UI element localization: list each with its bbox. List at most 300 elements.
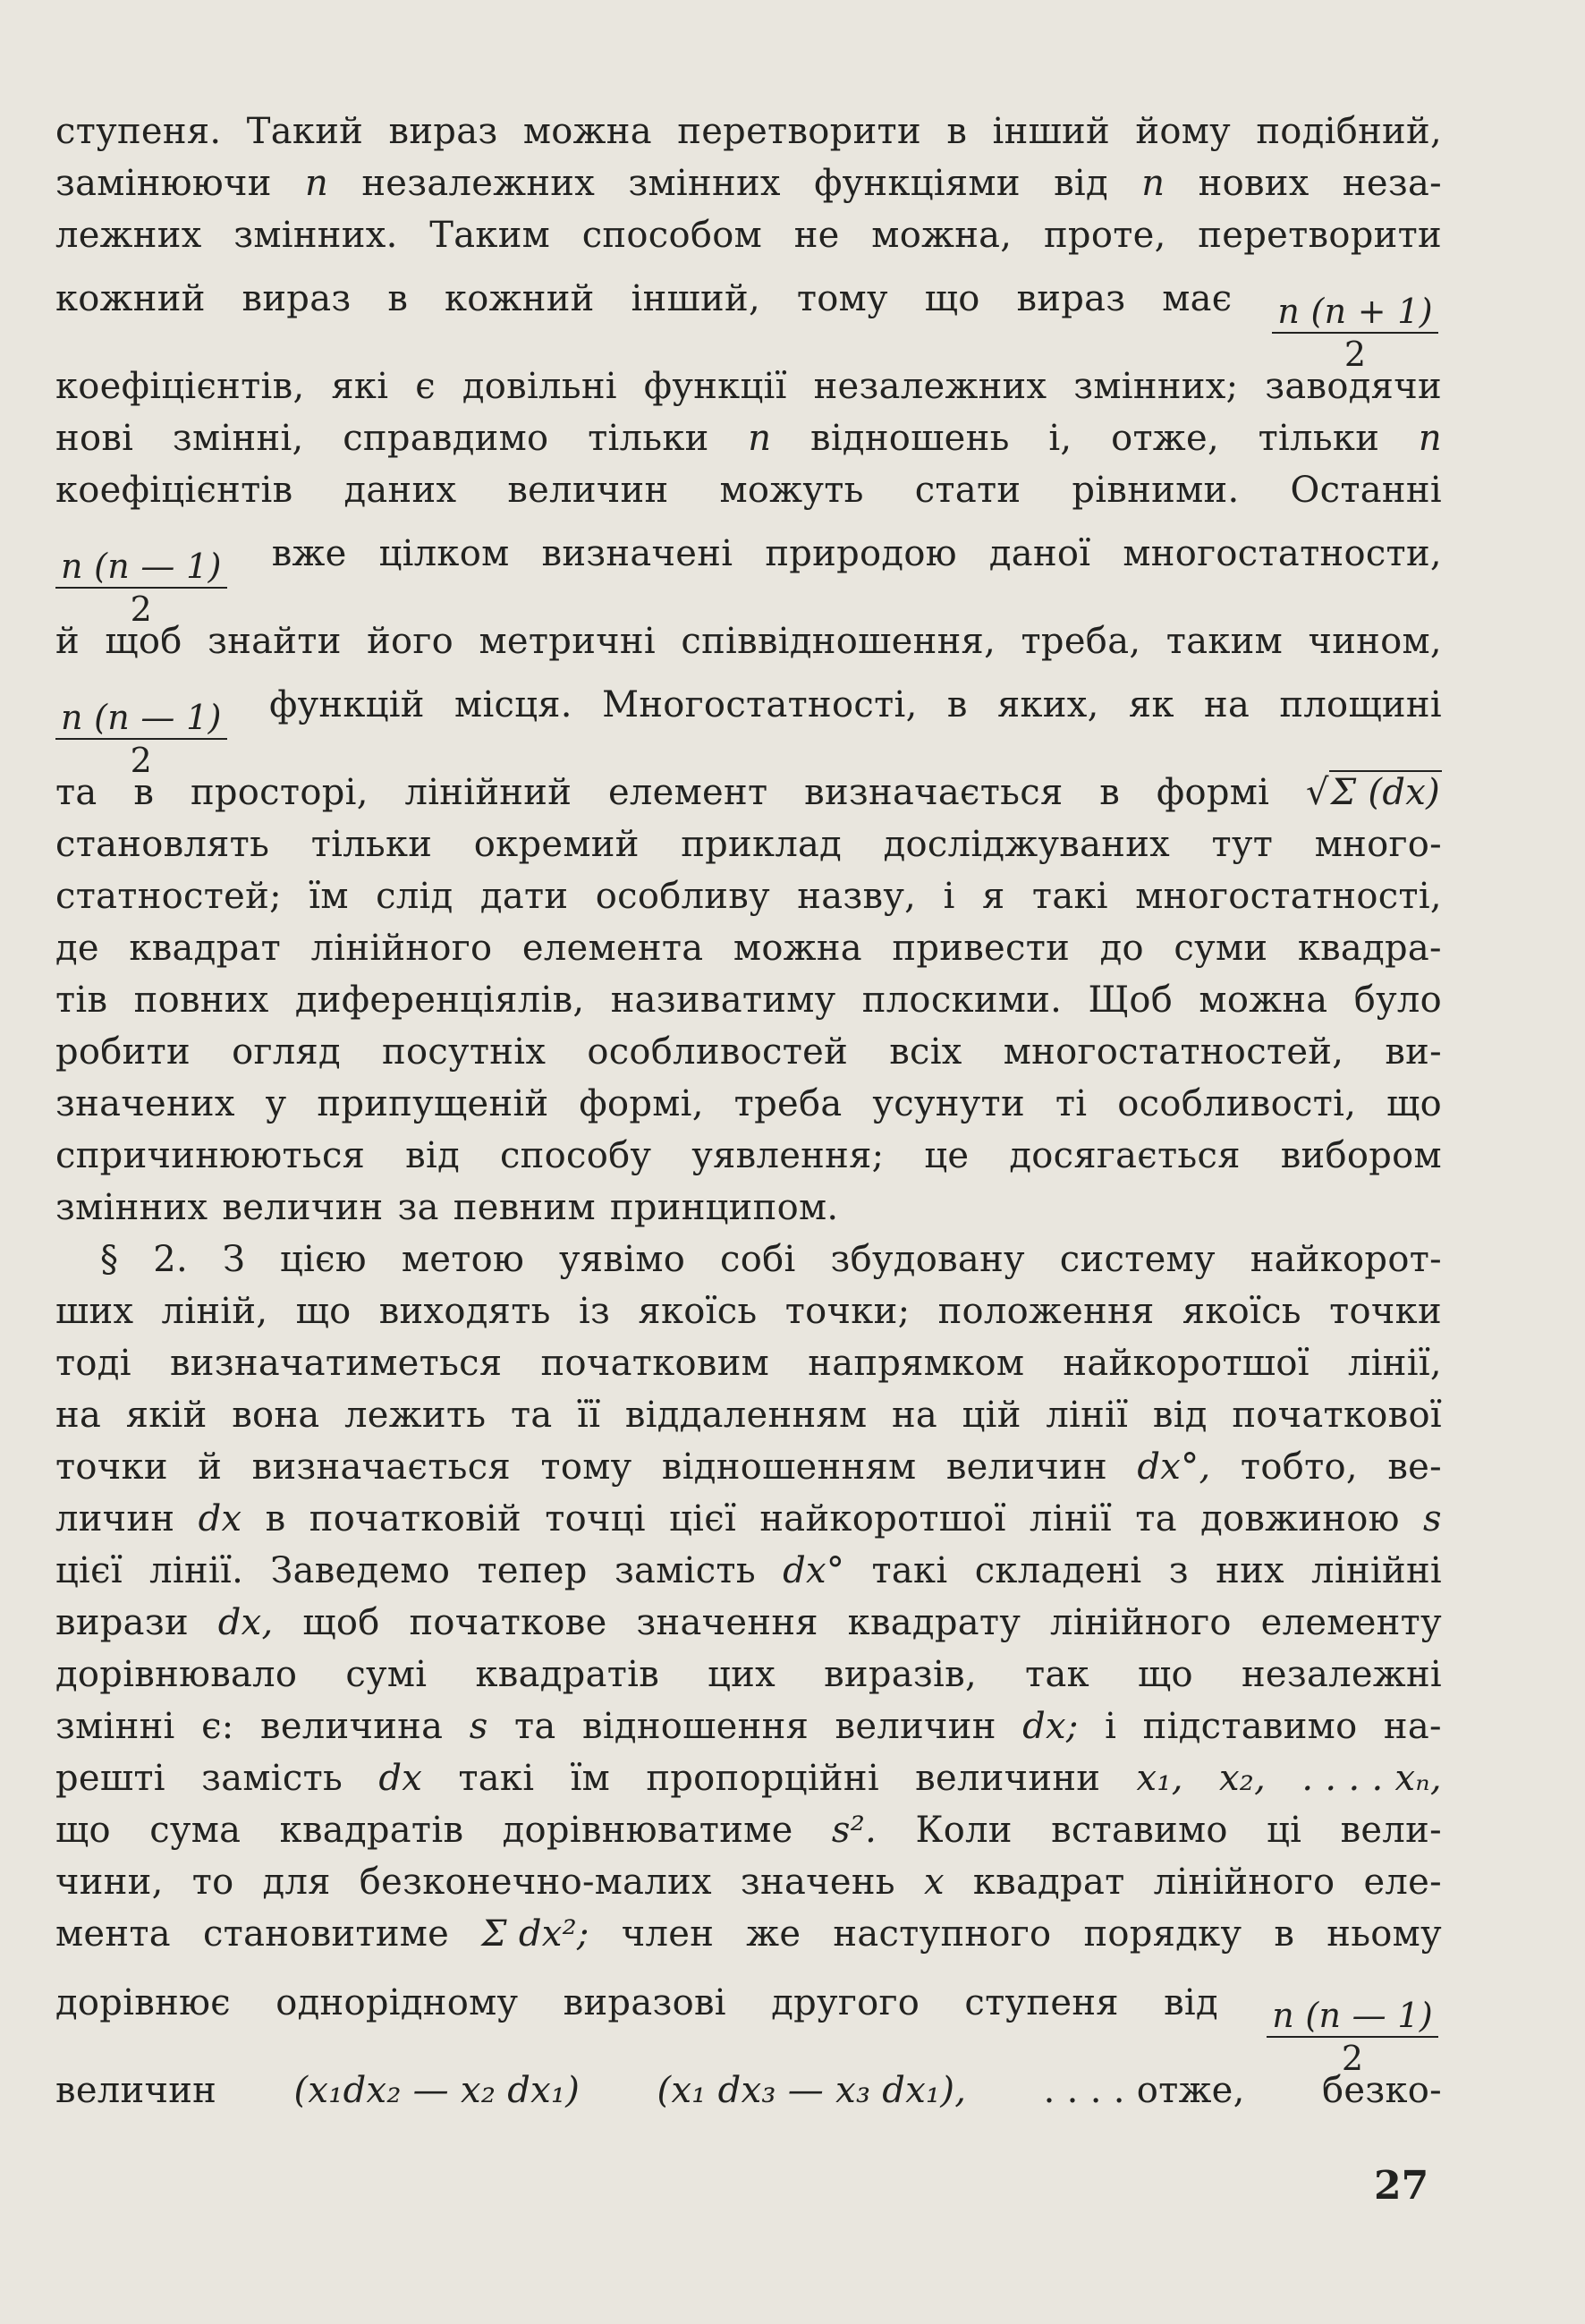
word: привести [892, 928, 1071, 969]
word: ших [55, 1291, 134, 1332]
word: вираз [242, 278, 352, 319]
word: тільки [588, 418, 709, 459]
word: якій [125, 1395, 208, 1436]
word: становлять [55, 824, 270, 865]
text-line [55, 1493, 1442, 1545]
fraction [55, 547, 227, 628]
word: подібний, [1256, 111, 1442, 152]
word: і [1105, 1706, 1117, 1747]
word: диференціялів, [294, 980, 585, 1021]
word: систему [1059, 1239, 1216, 1280]
word: тут [1211, 824, 1274, 865]
word: було [1353, 980, 1442, 1021]
word: величини [915, 1758, 1101, 1799]
word: метричні [479, 621, 656, 662]
word: x₂, [1218, 1758, 1267, 1799]
word: лежних [55, 215, 202, 256]
word: усунути [872, 1083, 1025, 1124]
text-line [55, 1026, 1442, 1078]
word: початковій [309, 1498, 521, 1539]
word: нові [55, 418, 134, 459]
word: в [946, 111, 968, 152]
word: них [1216, 1550, 1284, 1591]
word: що [1386, 1083, 1442, 1124]
word: ці [1267, 1810, 1302, 1851]
fraction [1267, 1997, 1438, 2077]
word: таким [1165, 621, 1284, 662]
text-line [55, 209, 1442, 261]
word: досліджуваних [883, 824, 1171, 865]
word: в [1274, 1913, 1295, 1955]
word: що [55, 1810, 111, 1851]
word: виразові [563, 1982, 726, 2023]
word: й [198, 1446, 223, 1488]
text-line [55, 412, 1442, 464]
text-line [55, 1545, 1442, 1597]
word: початкової [1232, 1395, 1442, 1436]
word: на- [1383, 1706, 1442, 1747]
word: величин [507, 470, 669, 511]
word: рівними. [1072, 470, 1240, 511]
word: многостатности, [1123, 533, 1442, 574]
word: функцій [268, 684, 425, 725]
word: коефіцієнтів, [55, 366, 305, 407]
word: тому [540, 1446, 632, 1488]
word: в [387, 278, 409, 319]
word: та [1135, 1498, 1177, 1539]
word: що [924, 278, 980, 319]
text-line [55, 464, 1442, 516]
sqrt-expression [1306, 767, 1442, 818]
word: x [923, 1862, 945, 1903]
word: визначатиметься [169, 1343, 503, 1384]
fraction-denominator: 2 [130, 741, 153, 780]
fraction [55, 699, 227, 779]
word: треба, [1021, 621, 1141, 662]
word: n [1141, 163, 1165, 204]
word: його [367, 621, 454, 662]
word: 2. [153, 1239, 188, 1280]
word: цієї [669, 1498, 737, 1539]
text-line [55, 106, 1442, 157]
word: квадрат [972, 1862, 1125, 1903]
word: тільки [1258, 418, 1380, 459]
word: де [55, 928, 99, 969]
word: . . . . xₙ, [1301, 1758, 1442, 1799]
word: ньому [1326, 1913, 1442, 1955]
word: уявімо [559, 1239, 686, 1280]
word: цієї [55, 1550, 123, 1591]
word: називатиму [610, 980, 836, 1021]
word: даної [988, 533, 1091, 574]
word: довжиною [1200, 1498, 1400, 1539]
word: із [578, 1291, 611, 1332]
word: сума [149, 1810, 242, 1851]
fraction-denominator: 2 [1343, 335, 1367, 374]
word: такі [1031, 876, 1108, 917]
word: якоїсь [638, 1291, 758, 1332]
word: лінії [1030, 1498, 1112, 1539]
word: величин [945, 1446, 1107, 1488]
word: особливості, [1117, 1083, 1357, 1124]
word: та [513, 1706, 556, 1747]
word: довільні [462, 366, 617, 407]
word: ліній, [161, 1291, 268, 1332]
word: отже, [1111, 418, 1219, 459]
word: виходять [378, 1291, 551, 1332]
word: другого [771, 1982, 920, 2023]
word: n [1418, 418, 1442, 459]
radical-sign-icon: √ [1306, 772, 1329, 813]
word: яких, [996, 684, 1099, 725]
word: ве- [1387, 1446, 1442, 1488]
word: в [133, 772, 155, 813]
word: безконечно-малих [359, 1862, 712, 1903]
word: початкове [409, 1602, 607, 1643]
word: в [946, 684, 968, 725]
word: функції [643, 366, 787, 407]
word: неза- [1342, 163, 1442, 204]
word: у [265, 1083, 287, 1124]
word: цій [962, 1395, 1021, 1436]
word: дорівнювало [55, 1654, 298, 1695]
word: заводячи [1265, 366, 1442, 407]
word: . . . . отже, [1043, 2070, 1245, 2111]
word: повних [133, 980, 269, 1021]
word: якоїсь [1182, 1291, 1301, 1332]
word: квадратів [279, 1810, 464, 1851]
word: певним [453, 1187, 596, 1228]
text-line [55, 516, 1442, 629]
word: Σ dx²; [481, 1913, 589, 1955]
word: особливостей [587, 1031, 849, 1073]
word: dx; [1022, 1706, 1079, 1747]
word: x₁, [1136, 1758, 1183, 1799]
word: змінних [628, 163, 781, 204]
word: цілком [378, 533, 510, 574]
word: способом [581, 215, 763, 256]
word: справдимо [343, 418, 549, 459]
word: відношенням [661, 1446, 917, 1488]
word: та [510, 1395, 553, 1436]
word: напрямком [808, 1343, 1025, 1384]
word: Коли [915, 1810, 1013, 1851]
text-line [55, 157, 1442, 209]
word: так [1025, 1654, 1089, 1695]
word: мента [55, 1913, 171, 1955]
word: це [924, 1135, 970, 1176]
word: ступеня. [55, 111, 222, 152]
word: що [1138, 1654, 1193, 1695]
word: найкоротшої [759, 1498, 1006, 1539]
word: порядку [1083, 1913, 1242, 1955]
word: і, [1048, 418, 1072, 459]
word: s [469, 1706, 488, 1747]
word: на [55, 1395, 102, 1436]
word: співвідношення, [681, 621, 996, 662]
word: збудовану [830, 1239, 1025, 1280]
word: щоб [105, 621, 182, 662]
word: уявлення; [691, 1135, 885, 1176]
word: величин [835, 1706, 996, 1747]
fraction-numerator: n (n — 1) [55, 699, 227, 740]
word: вели- [1340, 1810, 1442, 1851]
word: много- [1314, 824, 1442, 865]
word: статностей; [55, 876, 282, 917]
word: назву, [797, 876, 917, 917]
word: точки [1329, 1291, 1442, 1332]
fraction-denominator: 2 [1341, 2039, 1364, 2078]
word: визначені [541, 533, 733, 574]
text-line [55, 1337, 1442, 1389]
word: dx [198, 1498, 242, 1539]
word: лінійного [310, 928, 493, 969]
text-line [55, 1752, 1442, 1804]
word: s². [831, 1810, 877, 1851]
word: найкоротшої [1063, 1343, 1310, 1384]
word: такі [458, 1758, 535, 1799]
text-line [55, 1908, 1442, 1960]
word: формі, [579, 1083, 704, 1124]
word: за [397, 1187, 439, 1228]
word: відношень [810, 418, 1010, 459]
word: суми [1174, 928, 1268, 969]
word: кожний [444, 278, 595, 319]
word: відношення [582, 1706, 809, 1747]
text-line [55, 767, 1442, 818]
fraction-denominator: 2 [130, 589, 153, 629]
text-line [55, 667, 1442, 780]
text-line [55, 615, 1442, 667]
word: § [100, 1239, 119, 1280]
word: вставимо [1051, 1810, 1228, 1851]
word: місця. [454, 684, 572, 725]
word: тепер [477, 1550, 588, 1591]
word: можуть [719, 470, 864, 511]
word: нових [1198, 163, 1310, 204]
word: dx, [217, 1602, 274, 1643]
word: є [415, 366, 436, 407]
word: досягається [1009, 1135, 1241, 1176]
word: як [1128, 684, 1174, 725]
word: можна, [871, 215, 1013, 256]
word: квадратів [475, 1654, 660, 1695]
text-line [55, 870, 1442, 922]
word: складені [974, 1550, 1142, 1591]
text-line [55, 1130, 1442, 1182]
text-line [55, 1856, 1442, 1908]
word: сумі [345, 1654, 428, 1695]
word: найкорот- [1250, 1239, 1442, 1280]
word: стати [914, 470, 1021, 511]
word: в [265, 1498, 286, 1539]
word: плоскими. [861, 980, 1063, 1021]
word: окремий [473, 824, 640, 865]
word: такі [871, 1550, 948, 1591]
word: перетворити [677, 111, 921, 152]
word: dx°, [1137, 1446, 1211, 1488]
word: цією [279, 1239, 367, 1280]
word: тому [796, 278, 888, 319]
word: член [621, 1913, 715, 1955]
text-line [55, 2065, 1442, 2116]
word: лінії. [149, 1550, 244, 1591]
text-line [55, 1804, 1442, 1856]
word: всіх [889, 1031, 962, 1073]
word: то [191, 1862, 234, 1903]
word: квадра- [1297, 928, 1442, 969]
word: від [405, 1135, 460, 1176]
radicand: Σ (dx) [1330, 772, 1440, 813]
word: ступеня [964, 1982, 1119, 2023]
word: дорівнюватиме [502, 1810, 793, 1851]
word: інший [992, 111, 1110, 152]
text-line [55, 1389, 1442, 1441]
fraction [1272, 293, 1438, 373]
word: та [55, 772, 97, 813]
word: Щоб [1088, 980, 1174, 1021]
word: не [793, 215, 840, 256]
word: їм [309, 876, 349, 917]
body-text [55, 106, 1442, 2116]
word: З [222, 1239, 246, 1280]
word: цих [708, 1654, 776, 1695]
word: визначається [804, 772, 1064, 813]
fraction-numerator: n (n — 1) [1267, 1997, 1438, 2038]
word: тоді [55, 1343, 131, 1384]
word: вираз [388, 111, 498, 152]
word: приклад [681, 824, 843, 865]
word: замінюючи [55, 163, 272, 204]
word: же [746, 1913, 801, 1955]
word: елементу [1260, 1602, 1442, 1643]
word: підставимо [1142, 1706, 1358, 1747]
word: формі [1156, 772, 1270, 813]
word: до [1099, 928, 1144, 969]
word: лінійні [1311, 1550, 1442, 1591]
word: величин [55, 2070, 217, 2111]
word: початковим [540, 1343, 770, 1384]
word: наступного [833, 1913, 1052, 1955]
word: лежить [344, 1395, 487, 1436]
word: замість [614, 1550, 756, 1591]
text-line [55, 1285, 1442, 1337]
word: еле- [1363, 1862, 1442, 1903]
word: проте, [1043, 215, 1166, 256]
word: пропорційні [646, 1758, 879, 1799]
word: в [1099, 772, 1121, 813]
word: величина [260, 1706, 444, 1747]
word: dx° [783, 1550, 845, 1591]
word: на [891, 1395, 938, 1436]
word: становитиме [202, 1913, 450, 1955]
word: інший, [631, 278, 760, 319]
word: змінні [55, 1706, 175, 1747]
word: на [1204, 684, 1250, 725]
text-line [55, 1234, 1442, 1285]
word: вирази [55, 1602, 189, 1643]
word: виразів, [824, 1654, 977, 1695]
word: принципом. [609, 1187, 839, 1228]
word: дорівнює [55, 1982, 231, 2023]
word: незалежних [361, 163, 596, 204]
fraction-numerator: n (n + 1) [1272, 293, 1438, 334]
fraction-numerator: n (n — 1) [55, 547, 227, 589]
word: Многостатності, [602, 684, 918, 725]
word: визначається [251, 1446, 511, 1488]
word: їм [570, 1758, 611, 1799]
word: многостатності, [1135, 876, 1442, 917]
word: замість [201, 1758, 343, 1799]
word: що [295, 1291, 352, 1332]
word: функціями [814, 163, 1021, 204]
word: значень [740, 1862, 895, 1903]
word: способу [499, 1135, 652, 1176]
word: з [1168, 1550, 1189, 1591]
word: n [304, 163, 329, 204]
word: дати [479, 876, 569, 917]
text-line [55, 360, 1442, 412]
word: незалежних [813, 366, 1047, 407]
word: і [943, 876, 955, 917]
word: кожний [55, 278, 206, 319]
word: квадрат [129, 928, 282, 969]
word: особливу [595, 876, 770, 917]
text-line [55, 974, 1442, 1026]
word: s [1423, 1498, 1442, 1539]
word: Останні [1290, 470, 1442, 511]
word: многостатностей, [1003, 1031, 1344, 1073]
word: лінійний [404, 772, 572, 813]
text-line [55, 1960, 1442, 2078]
text-line [55, 1649, 1442, 1701]
word: щоб [302, 1602, 380, 1643]
text-line [55, 1701, 1442, 1752]
word: точки [55, 1446, 168, 1488]
word: тобто, [1240, 1446, 1358, 1488]
word: слід [376, 876, 453, 917]
word: собі [720, 1239, 796, 1280]
word: йому [1135, 111, 1231, 152]
word: лінійного [1050, 1602, 1232, 1643]
word: лінії [1046, 1395, 1129, 1436]
text-line [55, 1441, 1442, 1493]
word: значених [55, 1083, 235, 1124]
word: Такий [246, 111, 364, 152]
word: змінних. [233, 215, 398, 256]
word: віддаленням [624, 1395, 868, 1436]
word: метою [401, 1239, 525, 1280]
word: й [55, 621, 80, 662]
word: тів [55, 980, 108, 1021]
word: квадрату [847, 1602, 1021, 1643]
word: має [1162, 278, 1233, 319]
word: змінних; [1073, 366, 1239, 407]
word: змінних [55, 1187, 208, 1228]
word: її [577, 1395, 601, 1436]
word: від [1152, 1395, 1208, 1436]
word: чином, [1308, 621, 1442, 662]
word: точки; [784, 1291, 911, 1332]
word: припущеній [317, 1083, 549, 1124]
text-line [55, 922, 1442, 974]
word: чини, [55, 1862, 164, 1903]
text-line [55, 1078, 1442, 1130]
word: (x₁ dx₃ — x₃ dx₁), [657, 2070, 967, 2111]
word: положення [937, 1291, 1155, 1332]
word: незалежні [1241, 1654, 1442, 1695]
word: посутніх [382, 1031, 547, 1073]
